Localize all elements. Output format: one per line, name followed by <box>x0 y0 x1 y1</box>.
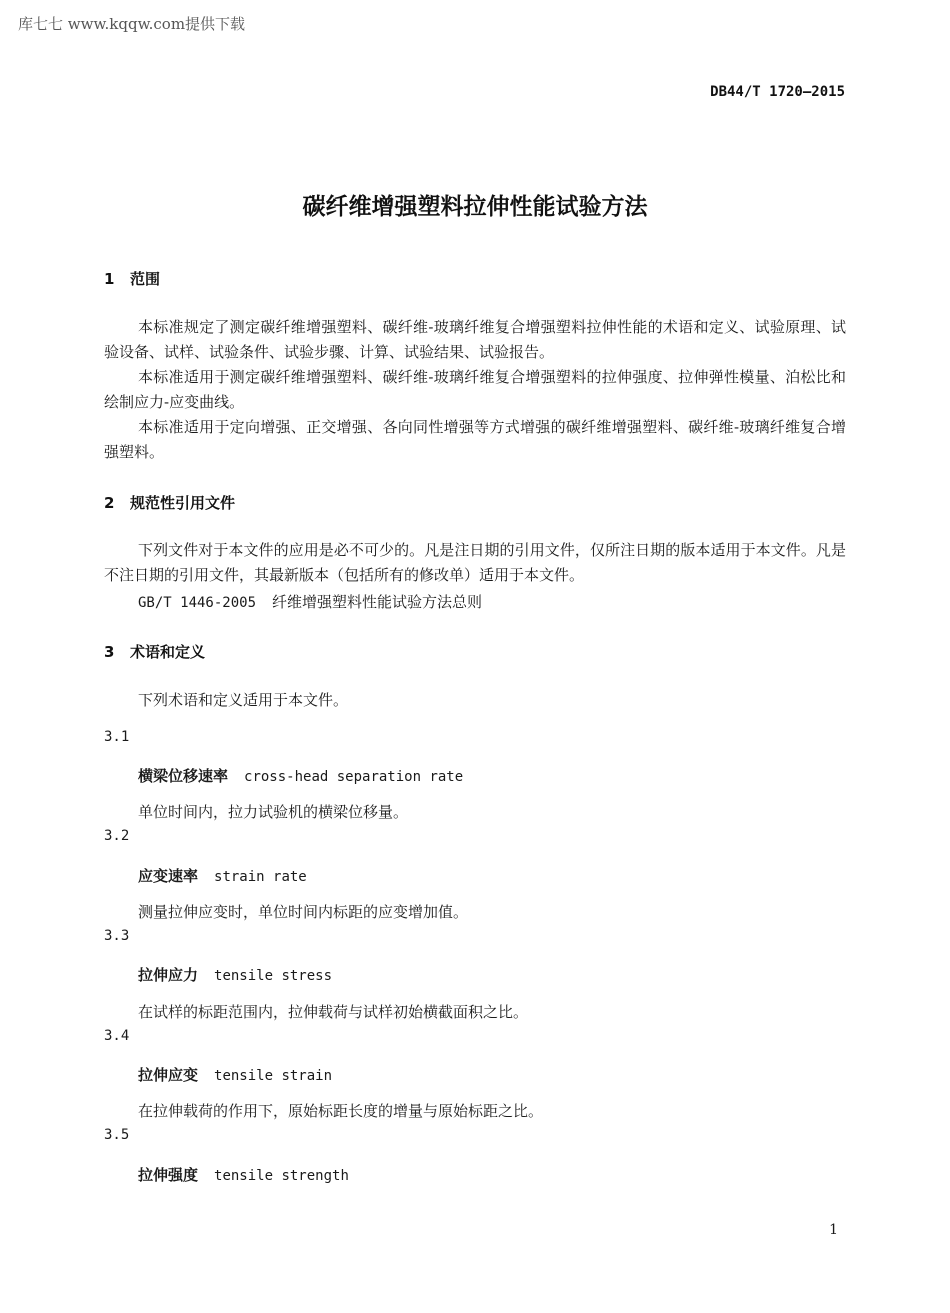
term-number: 3.4 <box>104 1028 130 1044</box>
term-english: tensile strength <box>214 1168 349 1184</box>
term-chinese: 横梁位移速率 <box>138 767 229 785</box>
term-english: strain rate <box>214 869 307 885</box>
section-title: 规范性引用文件 <box>130 494 236 512</box>
paragraph: 本标准适用于测定碳纤维增强塑料、碳纤维-玻璃纤维复合增强塑料的拉伸强度、拉伸弹性模量、泊松比和绘制应力-应变曲线。 <box>104 368 846 411</box>
term-entry <box>138 1064 332 1085</box>
term-number: 3.5 <box>104 1127 130 1143</box>
section-2-body <box>104 538 846 588</box>
section-3-intro: 下列术语和定义适用于本文件。 <box>138 691 349 709</box>
term-definition: 在拉伸载荷的作用下，原始标距长度的增量与原始标距之比。 <box>138 1102 544 1120</box>
section-1-body <box>104 315 846 465</box>
watermark: 库七七 www.kqqw.com提供下载 <box>18 15 246 33</box>
term-chinese: 拉伸应变 <box>138 1066 199 1084</box>
section-number: 2 <box>104 494 115 512</box>
normative-reference <box>138 591 482 612</box>
section-number: 1 <box>104 270 115 288</box>
term-number: 3.3 <box>104 928 130 944</box>
page-number: 1 <box>829 1222 838 1238</box>
term-chinese: 拉伸强度 <box>138 1166 199 1184</box>
term-entry <box>138 765 463 786</box>
section-2-heading <box>104 492 235 513</box>
term-number: 3.2 <box>104 828 130 844</box>
term-entry <box>138 964 332 985</box>
paragraph: 本标准适用于定向增强、正交增强、各向同性增强等方式增强的碳纤维增强塑料、碳纤维-玻璃纤维复合增强塑料。 <box>104 418 846 461</box>
reference-title: 纤维增强塑料性能试验方法总则 <box>272 593 483 611</box>
document-number: DB44/T 1720—2015 <box>710 84 845 100</box>
reference-code: GB/T 1446-2005 <box>138 595 257 611</box>
term-number: 3.1 <box>104 729 130 745</box>
page-title: 碳纤维增强塑料拉伸性能试验方法 <box>302 194 648 220</box>
term-entry <box>138 1164 349 1185</box>
term-chinese: 拉伸应力 <box>138 966 199 984</box>
term-english: tensile stress <box>214 968 333 984</box>
section-number: 3 <box>104 643 115 661</box>
paragraph: 本标准规定了测定碳纤维增强塑料、碳纤维-玻璃纤维复合增强塑料拉伸性能的术语和定义、试验原理、试验设备、试样、试验条件、试验步骤、计算、试验结果、试验报告。 <box>104 318 846 361</box>
term-definition: 在试样的标距范围内，拉伸载荷与试样初始横截面积之比。 <box>138 1003 529 1021</box>
section-title: 范围 <box>130 270 161 288</box>
term-definition: 单位时间内，拉力试验机的横梁位移量。 <box>138 803 409 821</box>
term-definition: 测量拉伸应变时，单位时间内标距的应变增加值。 <box>138 903 469 921</box>
term-chinese: 应变速率 <box>138 867 199 885</box>
term-english: tensile strain <box>214 1068 333 1084</box>
term-entry <box>138 865 307 886</box>
section-3-heading <box>104 641 205 662</box>
section-title: 术语和定义 <box>130 643 206 661</box>
section-1-heading <box>104 268 160 289</box>
term-english: cross-head separation rate <box>244 769 464 785</box>
paragraph: 下列文件对于本文件的应用是必不可少的。凡是注日期的引用文件，仅所注日期的版本适用于本文件。凡是不注日期的引用文件，其最新版本（包括所有的修改单）适用于本文件。 <box>104 541 846 584</box>
